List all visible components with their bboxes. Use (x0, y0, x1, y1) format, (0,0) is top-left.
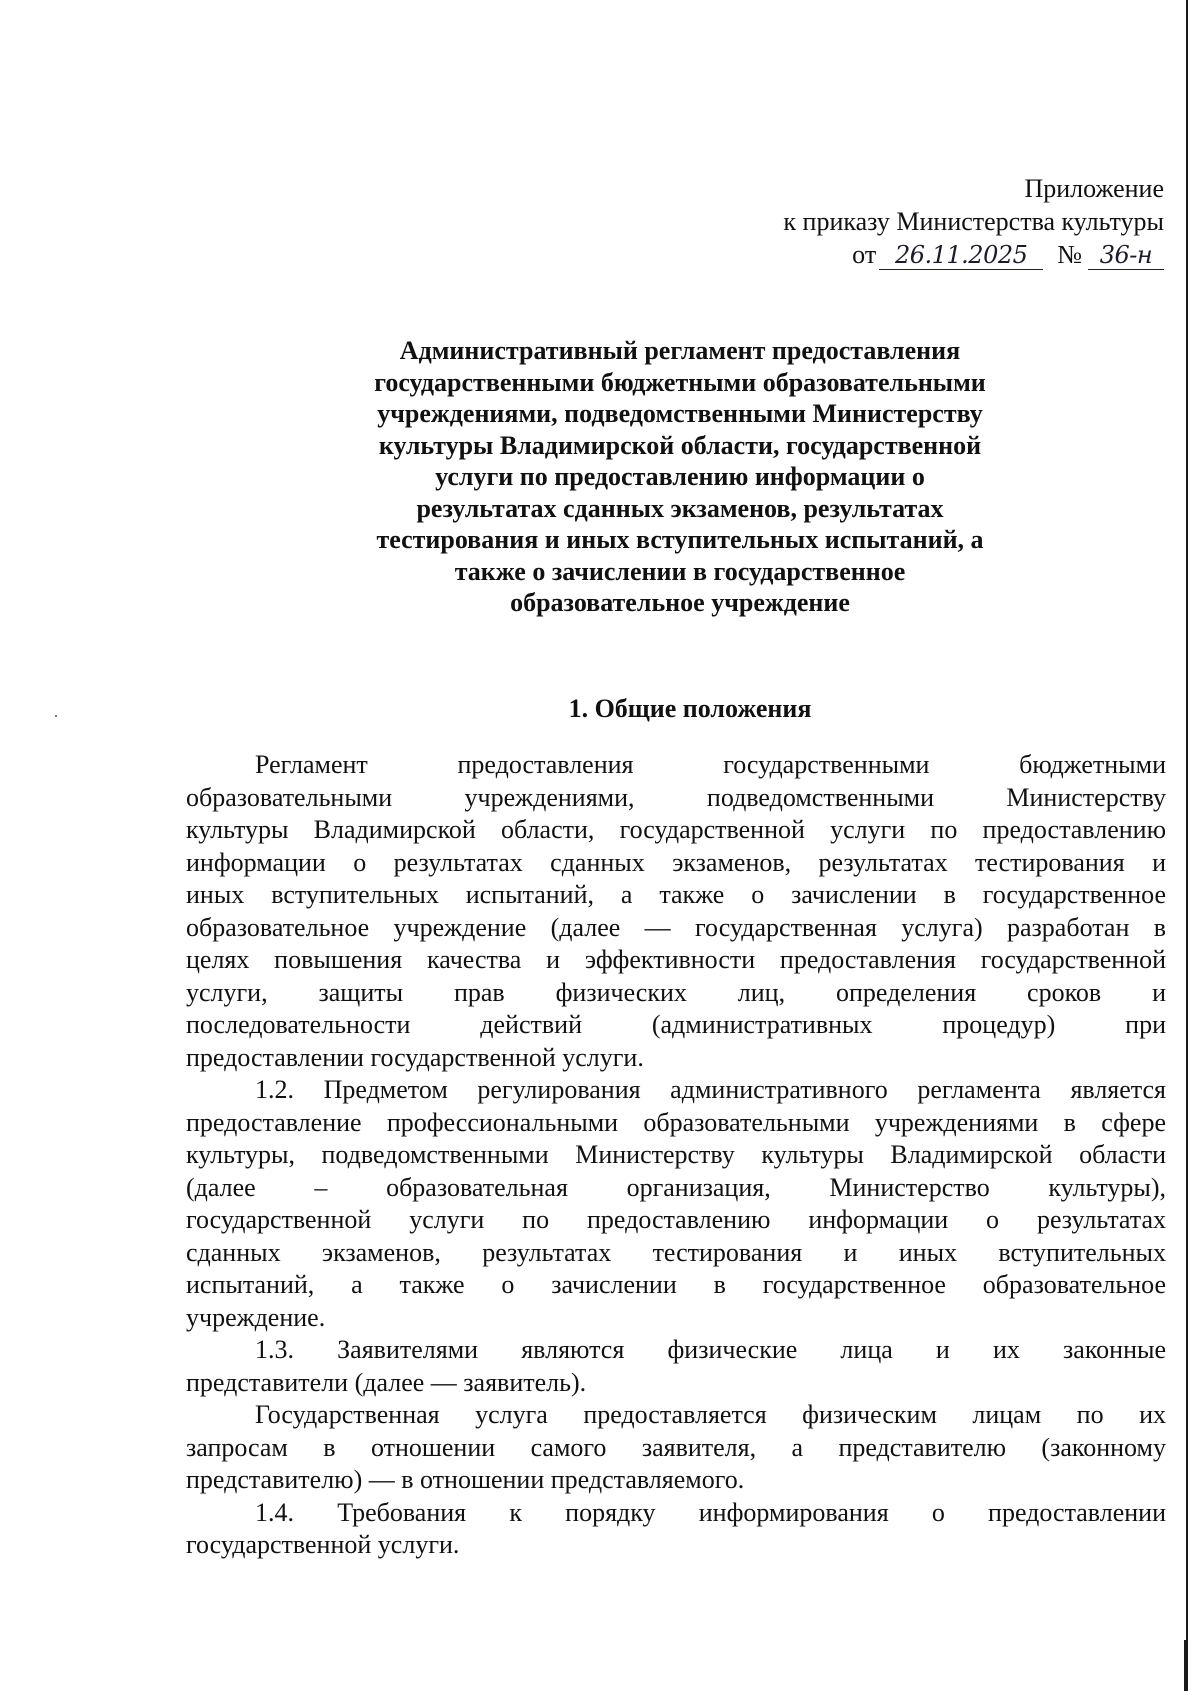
body-line: запросам в отношении самого заявителя, а представителю (законному (186, 1432, 1166, 1462)
body-line: культуры, подведомственными Министерству культуры Владимирской области (186, 1140, 1166, 1169)
title-line: Административный регламент предоставления (399, 336, 961, 365)
handwritten-date: 26.11.2025 (894, 241, 1028, 269)
section-heading: 1. Общие положения (568, 694, 812, 723)
body-line: целях повышения качества и эффективности предоставления государственной (186, 945, 1166, 974)
body-line: Государственная услуга предоставляется физическим лицам по их (255, 1400, 1166, 1429)
body-text (186, 749, 1166, 1562)
title-line: тестирования и иных вступительных испытаний, а (376, 525, 984, 554)
title-line: образовательное учреждение (510, 588, 850, 617)
body-line: культуры Владимирской области, государственной услуги по предоставлению (186, 815, 1166, 844)
number-field (1088, 241, 1164, 270)
body-line: государственной услуги по предоставлению информации о результатах (186, 1205, 1166, 1234)
body-line: (далее – образовательная организация, Министерство культуры), (186, 1172, 1166, 1202)
body-line: испытаний, а также о зачислении в государственное образовательное (186, 1270, 1166, 1299)
title-line: государственными бюджетными образовательными (374, 367, 986, 397)
body-line: государственной услуги. (186, 1530, 460, 1559)
body-line: сданных экзаменов, результатах тестирования и иных вступительных (186, 1237, 1166, 1267)
title-line: услуги по предоставлению информации о (435, 462, 925, 491)
title-line: также о зачислении в государственное (454, 556, 906, 586)
body-line: предоставление профессиональными образовательными учреждениями в сфере (186, 1107, 1166, 1137)
body-line: Регламент предоставления государственными бюджетными (255, 750, 1166, 779)
body-line: 1.4. Требования к порядку информирования о предоставлении (255, 1497, 1166, 1527)
body-line: представителю) — в отношении представляемого. (186, 1465, 745, 1494)
scan-speck (55, 715, 57, 717)
body-line: представители (далее — заявитель). (186, 1367, 587, 1397)
appendix-header (644, 172, 1164, 271)
from-label: от (852, 240, 877, 269)
date-field (879, 241, 1043, 270)
body-line: информации о результатах сданных экзаменов, результатах тестирования и (186, 847, 1166, 877)
body-line: услуги, защиты прав физических лиц, определения сроков и (186, 977, 1166, 1007)
appendix-title: Приложение (1024, 174, 1164, 203)
body-line: 1.3. Заявителями являются физические лица и их законные (255, 1335, 1166, 1364)
appendix-order-reference: к приказу Министерства культуры (783, 207, 1164, 236)
title-line: культуры Владимирской области, государственной (378, 430, 982, 460)
handwritten-number: 36-н (1099, 241, 1153, 269)
number-label: № (1057, 240, 1082, 269)
title-line: учреждениями, подведомственными Министерству (377, 399, 983, 428)
appendix-date-number-line (644, 238, 1164, 271)
body-line: последовательности действий (административных процедур) при (186, 1010, 1166, 1039)
title-line: результатах сданных экзаменов, результатах (416, 493, 944, 523)
body-line: иных вступительных испытаний, а также о зачислении в государственное (186, 880, 1166, 909)
scan-edge-line-lower (1184, 1640, 1186, 1691)
body-line: 1.2. Предметом регулирования административного регламента является (255, 1075, 1166, 1104)
scan-edge-line (1186, 0, 1188, 1691)
body-line: учреждение. (186, 1302, 326, 1332)
body-line: образовательное учреждение (далее — государственная услуга) разработан в (186, 912, 1166, 942)
body-line: образовательными учреждениями, подведомственными Министерству (186, 782, 1166, 812)
body-line: предоставлении государственной услуги. (186, 1042, 644, 1072)
document-title (300, 335, 1060, 619)
